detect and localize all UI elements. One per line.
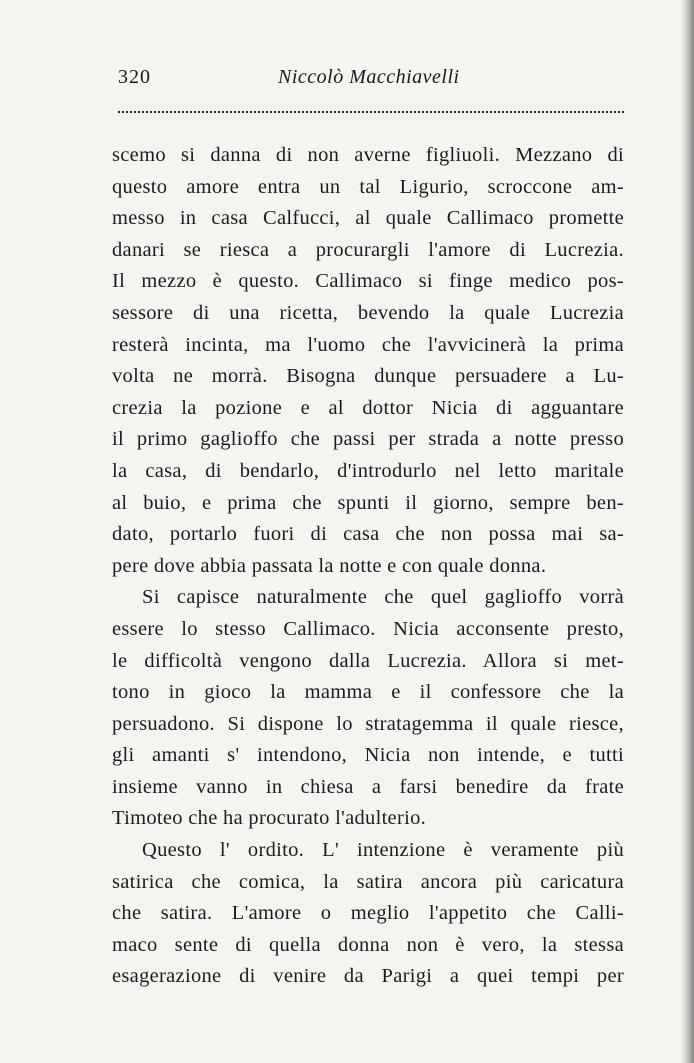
page-header bbox=[118, 66, 624, 96]
text-line: crezia la pozione e al dottor Nicia di agguantare bbox=[112, 396, 624, 419]
text-line: che satira. L'amore o meglio l'appetito che Calli- bbox=[112, 902, 624, 925]
text-line: insieme vanno in chiesa a farsi benedire da frate bbox=[112, 775, 624, 798]
paragraph-3 bbox=[112, 835, 624, 993]
text-line: volta ne morrà. Bisogna dunque persuadere a Lu- bbox=[112, 365, 624, 388]
text-line: pere dove abbia passata la notte e con quale donna. bbox=[112, 554, 547, 577]
text-line: dato, portarlo fuori di casa che non possa mai sa- bbox=[112, 523, 624, 546]
text-line: il primo gaglioffo che passi per strada a notte presso bbox=[112, 428, 624, 451]
text-line: la casa, di bendarlo, d'introdurlo nel letto maritale bbox=[112, 459, 624, 482]
text-line: scemo si danna di non averne figliuoli. Mezzano di bbox=[112, 144, 624, 166]
text-line: gli amanti s' intendono, Nicia non intende, e tutti bbox=[112, 744, 624, 767]
text-line: maco sente di quella donna non è vero, la stessa bbox=[112, 933, 624, 956]
running-title: Niccolò Macchiavelli bbox=[278, 66, 460, 88]
text-line: essere lo stesso Callimaco. Nicia acconsente presto, bbox=[112, 617, 624, 640]
page-edge-shadow bbox=[680, 0, 694, 1063]
text-line: Si capisce naturalmente che quel gaglioffo vorrà bbox=[142, 586, 624, 609]
text-line: messo in casa Calfucci, al quale Callimaco promette bbox=[112, 207, 624, 230]
paragraph-2 bbox=[112, 582, 624, 835]
paragraph-1 bbox=[112, 140, 624, 582]
text-line: Timoteo che ha procurato l'adulterio. bbox=[112, 807, 427, 830]
text-line: resterà incinta, ma l'uomo che l'avvicinerà la prima bbox=[112, 333, 624, 356]
text-line: al buio, e prima che spunti il giorno, sempre ben- bbox=[112, 491, 624, 514]
text-line: satirica che comica, la satira ancora più caricatura bbox=[112, 870, 624, 893]
text-line: esagerazione di venire da Parigi a quei tempi per bbox=[112, 965, 624, 988]
text-line: le difficoltà vengono dalla Lucrezia. Allora si met- bbox=[112, 649, 624, 672]
text-line: tono in gioco la mamma e il confessore che la bbox=[112, 681, 624, 704]
text-line: questo amore entra un tal Ligurio, scroccone am- bbox=[112, 175, 624, 198]
text-line: danari se riesca a procurargli l'amore di Lucrezia. bbox=[112, 238, 624, 261]
text-line: sessore di una ricetta, bevendo la quale Lucrezia bbox=[112, 301, 624, 324]
text-line: Il mezzo è questo. Callimaco si finge medico pos- bbox=[112, 270, 624, 293]
body-text bbox=[112, 140, 624, 993]
text-line: Questo l' ordito. L' intenzione è veramente più bbox=[142, 839, 624, 862]
page-number: 320 bbox=[118, 66, 151, 88]
text-line: persuadono. Si dispone lo stratagemma il quale riesce, bbox=[112, 712, 624, 735]
header-divider bbox=[118, 111, 624, 113]
